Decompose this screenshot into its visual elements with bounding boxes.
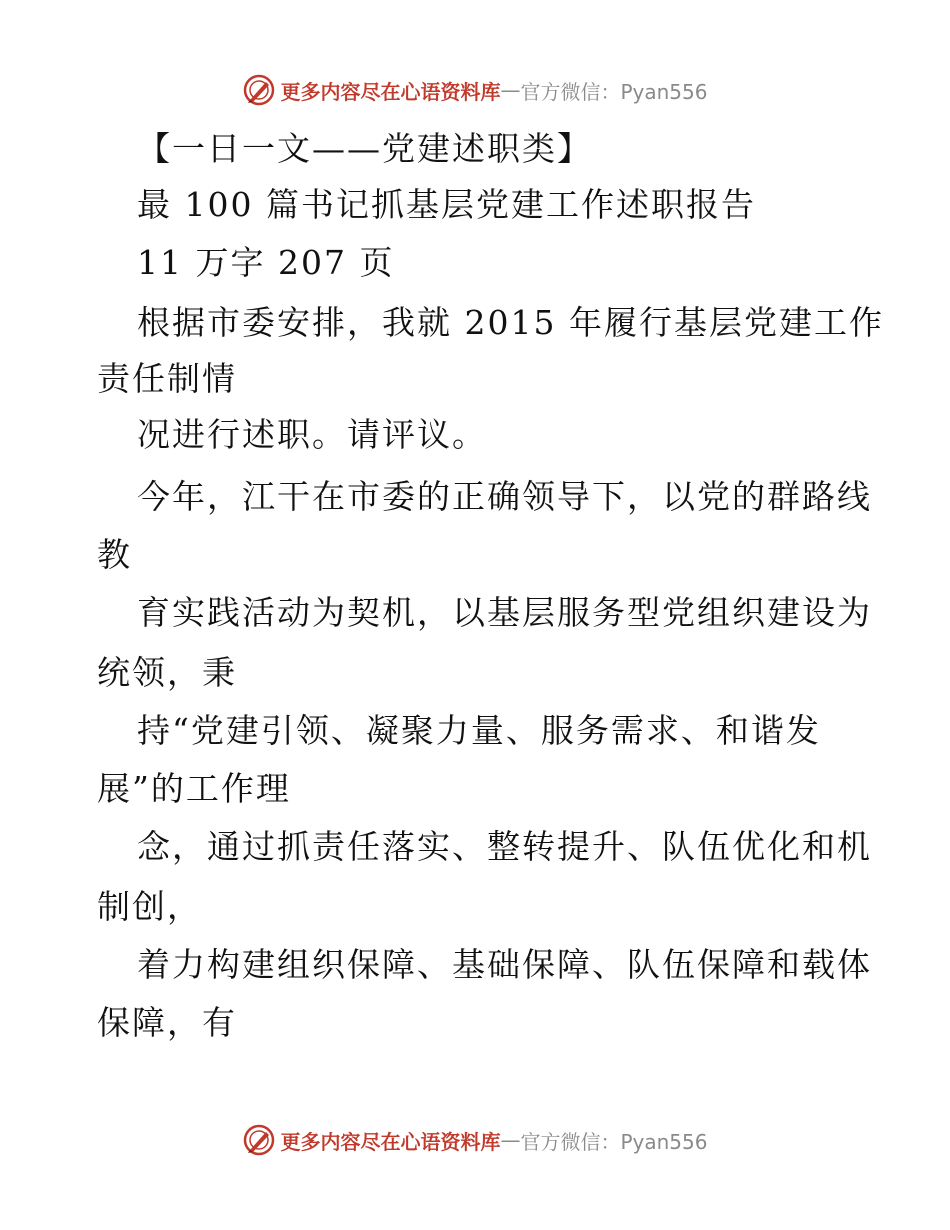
paragraph-line: 保障，有 [97, 1003, 237, 1042]
footer-banner [0, 1120, 950, 1160]
doc-category-heading: 【一日一文——党建述职类】 [137, 129, 592, 168]
pen-logo-icon [242, 73, 276, 107]
doc-title: 最 100 篇书记抓基层党建工作述职报告 [137, 185, 756, 224]
paragraph-line: 责任制情 [97, 359, 237, 398]
doc-length-info: 11 万字 207 页 [137, 243, 395, 282]
banner-site-text: 更多内容尽在心语资料库 [280, 79, 501, 104]
banner-separator: — [500, 1128, 521, 1152]
paragraph-line: 况进行述职。请评议。 [137, 415, 487, 454]
paragraph-line: 根据市委安排，我就 2015 年履行基层党建工作 [137, 303, 884, 342]
banner-wechat-text: 官方微信：Pyan556 [520, 79, 708, 104]
paragraph-line: 今年，江干在市委的正确领导下，以党的群路线 [137, 477, 872, 516]
header-banner [0, 70, 950, 110]
paragraph-line: 展”的工作理 [97, 769, 291, 808]
paragraph-line: 育实践活动为契机，以基层服务型党组织建设为 [137, 593, 872, 632]
paragraph-line: 教 [97, 535, 132, 574]
banner-separator: — [500, 78, 521, 102]
paragraph-line: 统领，秉 [97, 653, 237, 692]
paragraph-line: 念，通过抓责任落实、整转提升、队伍优化和机 [137, 827, 872, 866]
pen-logo-icon [242, 1123, 276, 1157]
paragraph-line: 持“党建引领、凝聚力量、服务需求、和谐发 [137, 711, 821, 750]
paragraph-line: 制创， [97, 887, 202, 926]
banner-site-text: 更多内容尽在心语资料库 [280, 1129, 501, 1154]
banner-wechat-text: 官方微信：Pyan556 [520, 1129, 708, 1154]
paragraph-line: 着力构建组织保障、基础保障、队伍保障和载体 [137, 945, 872, 984]
